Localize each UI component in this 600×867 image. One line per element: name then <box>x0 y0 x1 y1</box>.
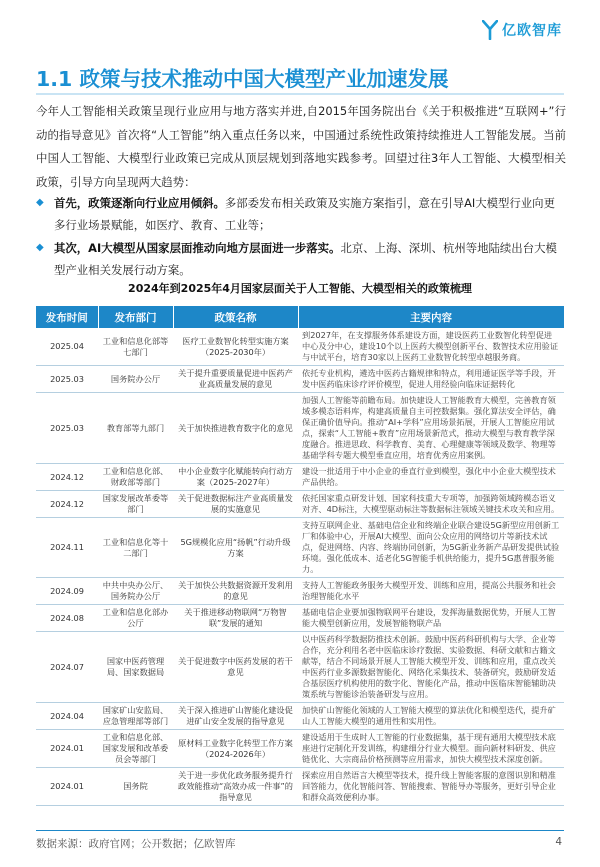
cell-policy-name: 原材料工业数字化转型工作方案（2024-2026年） <box>173 730 298 768</box>
cell-policy-name: 关于提升重要质量促进中医药产业高质量发展的意见 <box>173 366 298 393</box>
cell-main-content: 依托国家重点研发计划、国家科技重大专项等，加强跨领域跨模态语义对齐、4D标注，大模型驱动标注等数据标注领域关键技术攻关和应用。 <box>298 491 564 518</box>
cell-main-content: 探索应用自然语言大模型等技术，提升线上智能客服的意图识别和精准回答能力，优化智能问答、智能搜索、智能导办等服务，更好引导企业和群众高效便利办事。 <box>298 768 564 806</box>
bullet-lead: 其次，AI大模型从国家层面推动向地方层面进一步落实。 <box>54 241 341 255</box>
cell-release-date: 2024.08 <box>36 605 98 632</box>
cell-main-content: 加快矿山智能化领域的人工智能大模型的算法优化和模型迭代，提升矿山人工智能大模型的通用性和实用性。 <box>298 703 564 730</box>
logo-text: 亿欧智库 <box>502 23 562 39</box>
cell-main-content: 以中医药科学数据防推技术创新。鼓励中医药科研机构与大学、企业等合作，充分利用名老中医临床诊疗数据、实验数据、科研文献和古籍文献等，结合不同场景开展人工智能大模型开发、训练和应用，重点改关中医药行业多源数据智能化、网络化采集技术、装备研究，鼓励研发适合基层医疗机构使用的数字化、智能化产品，推动中医临床智能辅助决策系统与智能诊治装备研发与应用。 <box>298 632 564 703</box>
table-row <box>36 632 564 703</box>
cell-department: 中共中央办公厅、国务院办公厅 <box>98 578 173 605</box>
logo-mark-icon <box>482 20 498 40</box>
cell-policy-name: 关于加快推进教育数字化的意见 <box>173 393 298 464</box>
cell-department: 工业和信息化部等七部门 <box>98 328 173 366</box>
data-source: 数据来源：政府官网；公开数据；亿欧智库 <box>36 838 236 850</box>
cell-main-content: 加强人工智能等前瞻布局。加快建设人工智能教育大模型，完善教育领域多模态语料库，构建高质量自主可控数据集。强化算法安全评估，确保正确价值导向。推动“AI+学科”应用场景拓展，开展人工智能应用试点，探索“人工智能+教育”应用场景新范式，推动大模型与教育教学深度融合。推进思政、科学教育、美育、心理健康等领域及数学、物理等基础学科专题大模型垂直应用，培育优秀应用案例。 <box>298 393 564 464</box>
cell-release-date: 2024.09 <box>36 578 98 605</box>
bullet-body: 北京、上海、深圳、杭州等地陆续出台大模型产业相关发展行动方案。 <box>54 241 557 277</box>
diamond-bullet-icon: ◆ <box>36 197 44 208</box>
bullet-item <box>36 237 566 281</box>
table-body <box>36 328 564 806</box>
cell-release-date: 2025.03 <box>36 366 98 393</box>
cell-policy-name: 关于推进移动物联网“万物智联”发展的通知 <box>173 605 298 632</box>
cell-main-content: 到2027年，在支撑服务体系建设方面，建设医药工业数智化转型促进中心及分中心，建设10个以上医药大模型创新平台、数智技术应用验证与中试平台，培育30家以上医药工业数智化转型卓越服务商。 <box>298 328 564 366</box>
header-release-date: 发布时间 <box>36 306 98 328</box>
cell-department: 国家中医药管理局、国家数据局 <box>98 632 173 703</box>
cell-release-date: 2025.03 <box>36 393 98 464</box>
cell-release-date: 2024.11 <box>36 518 98 578</box>
cell-policy-name: 5G规模化应用“扬帆”行动升级方案 <box>173 518 298 578</box>
cell-main-content: 支持人工智能政务服务大模型开发、训练和应用，提高公共服务和社会治理智能化水平 <box>298 578 564 605</box>
header-policy-name: 政策名称 <box>173 306 298 328</box>
policy-table <box>36 306 565 806</box>
diamond-bullet-icon: ◆ <box>36 242 44 253</box>
cell-department: 工业和信息化等十二部门 <box>98 518 173 578</box>
table-row <box>36 768 564 806</box>
cell-release-date: 2024.01 <box>36 768 98 806</box>
table-row <box>36 730 564 768</box>
cell-release-date: 2024.12 <box>36 491 98 518</box>
table-row <box>36 605 564 632</box>
cell-department: 工业和信息化部办公厅 <box>98 605 173 632</box>
header-main-content: 主要内容 <box>298 306 564 328</box>
cell-policy-name: 中小企业数字化赋能转向行动方案（2025-2027年） <box>173 464 298 491</box>
table-header-row <box>36 306 564 328</box>
cell-department: 国务院 <box>98 768 173 806</box>
cell-release-date: 2024.07 <box>36 632 98 703</box>
cell-policy-name: 关于促进数据标注产业高质量发展的实施意见 <box>173 491 298 518</box>
cell-release-date: 2024.01 <box>36 730 98 768</box>
cell-release-date: 2025.04 <box>36 328 98 366</box>
cell-policy-name: 关于加快公共数据资源开发利用的意见 <box>173 578 298 605</box>
title-divider <box>36 93 564 95</box>
cell-department: 国务院办公厅 <box>98 366 173 393</box>
table-row <box>36 393 564 464</box>
cell-main-content: 依托专业机构，遴选中医药古籍规律和特点，利用通证医学等手段，开发中医药临床诊疗评价模型，促进人用经验向临床证据转化 <box>298 366 564 393</box>
page-number: 4 <box>555 836 562 848</box>
cell-policy-name: 医疗工业数智化转型实施方案（2025-2030年） <box>173 328 298 366</box>
bullet-lead: 首先，政策逐渐向行业应用倾斜。 <box>54 196 225 210</box>
brand-logo <box>482 20 562 40</box>
page-title: 1.1 政策与技术推动中国大模型产业加速发展 <box>36 67 449 91</box>
table-row <box>36 578 564 605</box>
cell-main-content: 建设适用于生成时人工智能的行业数据集，基于现有通用大模型技术底座进行定制化开发训练，构建细分行业大模型。面向新材料研发、供应链优化、大宗商品价格预测等应用需求，加快大模型技术深度创新。 <box>298 730 564 768</box>
cell-release-date: 2024.04 <box>36 703 98 730</box>
cell-policy-name: 关于深入推进矿山智能化建设促进矿山安全发展的指导意见 <box>173 703 298 730</box>
header-department: 发布部门 <box>98 306 173 328</box>
cell-policy-name: 关于促进数字中医药发展的若干意见 <box>173 632 298 703</box>
cell-department: 国家发展改革委等部门 <box>98 491 173 518</box>
table-row <box>36 703 564 730</box>
table-row <box>36 464 564 491</box>
bullet-body: 多部委发布相关政策及实施方案指引，意在引导AI大模型行业向更多行业场景赋能，如医疗、教育、工业等； <box>54 196 555 232</box>
table-row <box>36 366 564 393</box>
cell-release-date: 2024.12 <box>36 464 98 491</box>
cell-main-content: 建设一批适用于中小企业的垂直行业到模型，强化中小企业大模型技术产品供给。 <box>298 464 564 491</box>
footer-divider <box>36 830 564 831</box>
cell-department: 国家矿山安监局、应急管理部等部门 <box>98 703 173 730</box>
intro-paragraph: 今年人工智能相关政策呈现行业应用与地方落实并进,自2015年国务院出台《关于积极推进“互联网+”行动的指导意见》首次将“人工智能”纳入重点任务以来，中国通过系统性政策持续推进人工智能发展。当前中国人工智能、大模型行业政策已完成从顶层规划到落地实践参考。回望过往3年人工智能、大模型相关政策，引导方向呈现两大趋势： <box>36 104 566 189</box>
cell-department: 教育部等九部门 <box>98 393 173 464</box>
bullet-item <box>36 192 566 236</box>
table-row <box>36 328 564 366</box>
cell-department: 工业和信息化部、国家发展和改革委员会等部门 <box>98 730 173 768</box>
table-row <box>36 518 564 578</box>
cell-department: 工业和信息化部、财政部等部门 <box>98 464 173 491</box>
cell-policy-name: 关于进一步优化政务服务提升行政效能推动“高效办成一件事”的指导意见 <box>173 768 298 806</box>
cell-main-content: 支持互联网企业、基础电信企业和终端企业联合建设5G新型应用创新工厂和体验中心，开展AI大模型、面向公众应用的网络切片等新技术试点，促进网络、内容、终端协同创新，为5G新业务新产品研发提供试验环境。强化低成本、适老化5G智能手机供给能力，提升5G惠普服务能力。 <box>298 518 564 578</box>
table-title: 2024年到2025年4月国家层面关于人工智能、大模型相关的政策梳理 <box>128 282 472 295</box>
cell-main-content: 基础电信企业要加强物联网平台建设，发挥海量数据优势，开展人工智能大模型创新应用，发展智能物联产品 <box>298 605 564 632</box>
table-row <box>36 491 564 518</box>
